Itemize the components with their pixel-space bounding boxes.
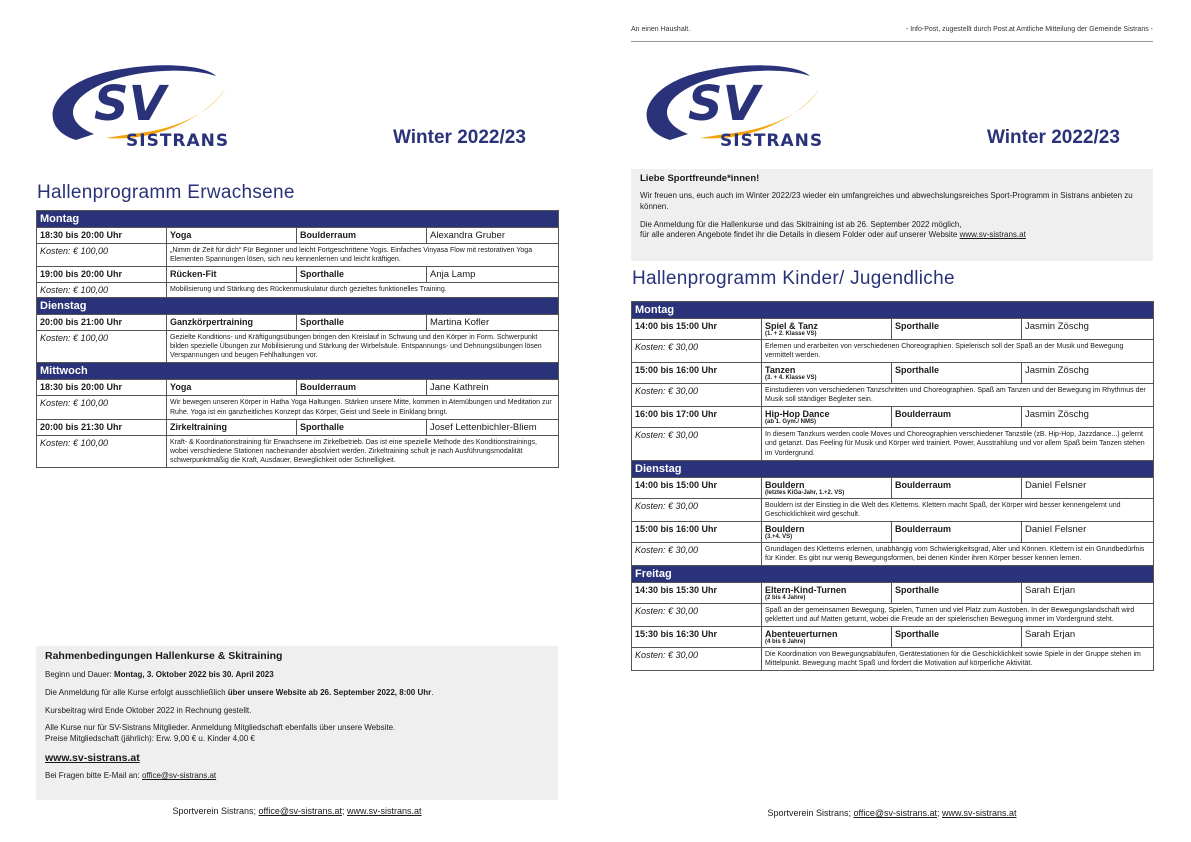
dates-line: Beginn und Dauer: Montag, 3. Oktober 2022 bis 30. April 2023 — [45, 670, 274, 679]
course-description: Mobilisierung und Stärkung des Rückenmuskulatur durch gezieltes funktionelles Training. — [167, 283, 559, 298]
course-name-cell — [762, 477, 892, 498]
sv-sistrans-logo — [36, 58, 236, 158]
email-link[interactable]: office@sv-sistrans.at — [141, 771, 217, 781]
course-trainer: Martina Kofler — [427, 315, 559, 331]
course-cost: Kosten: € 100,00 — [37, 283, 167, 298]
course-description: Spaß an der gemeinsamen Bewegung, Spielen, Turnen und viel Platz zum Austoben. In der Bewegungslandschaft wird geklettert und auf Matten geturnt, wobei die Freude an der spielerischen Bewegung immer im Vordergrund steht. — [762, 604, 1154, 627]
greeting-p3: für alle anderen Angebote findet ihr die Details in diesem Folder oder auf unserer Website www.sv-sistrans.at — [640, 230, 1026, 240]
course-row — [37, 315, 559, 331]
prices-line: Preise Mitgliedschaft (jährlich): Erw. 9,00 € u. Kinder 4,00 € — [45, 734, 255, 744]
course-location: Boulderraum — [297, 228, 427, 244]
course-detail-row — [632, 498, 1154, 521]
course-cost: Kosten: € 30,00 — [632, 498, 762, 521]
course-cost: Kosten: € 30,00 — [632, 384, 762, 407]
day-header: Mittwoch — [37, 363, 559, 380]
course-name-cell — [762, 363, 892, 384]
course-cost: Kosten: € 100,00 — [37, 396, 167, 419]
course-location: Sporthalle — [892, 319, 1022, 340]
course-time: 14:00 bis 15:00 Uhr — [632, 477, 762, 498]
course-location: Sporthalle — [892, 627, 1022, 648]
course-time: 15:30 bis 16:30 Uhr — [632, 627, 762, 648]
greeting-p2: Die Anmeldung für die Hallenkurse und das Skitraining ist ab 26. September 2022 möglich, — [640, 219, 962, 229]
course-location: Sporthalle — [892, 583, 1022, 604]
course-cost: Kosten: € 100,00 — [37, 435, 167, 467]
course-trainer: Anja Lamp — [427, 267, 559, 283]
conditions-box — [36, 646, 558, 800]
course-name: Ganzkörpertraining — [170, 317, 254, 328]
course-trainer: Jasmin Zöschg — [1022, 319, 1154, 340]
page-title: Hallenprogramm Kinder/ Jugendliche — [632, 268, 955, 289]
course-name: Tanzen — [765, 365, 796, 376]
page-title: Hallenprogramm Erwachsene — [37, 182, 295, 203]
logo-text: SISTRANS — [720, 131, 824, 151]
course-trainer: Daniel Felsner — [1022, 477, 1154, 498]
course-detail-row — [632, 604, 1154, 627]
course-audience: (3.+4. VS) — [765, 533, 793, 540]
greeting-p1: Wir freuen uns, euch auch im Winter 2022/23 wieder ein umfangreiches und abwechslungsreiches Sport-Programm in Sistrans anbieten zu können. — [640, 191, 1133, 211]
course-row — [632, 407, 1154, 428]
course-time: 19:00 bis 20:00 Uhr — [37, 267, 167, 283]
footer: Sportverein Sistrans; office@sv-sistrans.at; www.sv-sistrans.at — [767, 808, 1017, 818]
course-detail-row — [37, 331, 559, 363]
course-name: Bouldern — [765, 479, 805, 490]
course-description: Wir bewegen unseren Körper in Hatha Yoga Haltungen. Stärken unsere Mitte, kommen in Atemübungen und Meditation zur Ruhe. Yoga ist ein ganzheitliches Konzept das Körper, Geist und Seele in Einklang bringt. — [167, 396, 559, 419]
course-trainer: Alexandra Gruber — [427, 228, 559, 244]
course-audience: (4 bis 6 Jahre) — [765, 639, 806, 646]
course-trainer: Daniel Felsner — [1022, 521, 1154, 542]
course-cost: Kosten: € 30,00 — [632, 648, 762, 671]
course-time: 20:00 bis 21:30 Uhr — [37, 419, 167, 435]
course-location: Boulderraum — [892, 477, 1022, 498]
course-cost: Kosten: € 30,00 — [632, 542, 762, 565]
course-name-cell — [167, 315, 297, 331]
course-name-cell — [762, 319, 892, 340]
course-name-cell — [167, 267, 297, 283]
course-location: Sporthalle — [892, 363, 1022, 384]
adult-program-table — [36, 210, 559, 468]
course-name: Abenteuerturnen — [765, 629, 838, 640]
course-description: Grundlagen des Kletterns erlernen, unabhängig vom Schwierigkeitsgrad, Alter und Können. Klettern ist ein Grundbedürfnis für Kinder. Es gibt nur wenig Bewegungsformen, bei denen Kinder ihren Körper besser kennen lernen. — [762, 542, 1154, 565]
footer-email-link[interactable]: office@sv-sistrans.at — [853, 808, 937, 818]
greeting-website-link[interactable]: www.sv-sistrans.at — [959, 230, 1026, 240]
course-time: 18:30 bis 20:00 Uhr — [37, 228, 167, 244]
greeting-title: Liebe Sportfreunde*innen! — [640, 173, 760, 184]
course-name-cell — [167, 380, 297, 396]
course-name: Spiel & Tanz — [765, 321, 818, 331]
day-header: Freitag — [632, 566, 1154, 583]
course-time: 14:00 bis 15:00 Uhr — [632, 319, 762, 340]
invoice-line: Kursbeitrag wird Ende Oktober 2022 in Rechnung gestellt. — [45, 705, 252, 715]
course-audience: (2 bis 4 Jahre) — [765, 595, 806, 602]
course-description: Erlernen und erarbeiten von verschiedenen Choreographien. Spielerisch soll der Spaß an der Musik und Bewegung vermittelt werden. — [762, 340, 1154, 363]
course-location: Sporthalle — [297, 315, 427, 331]
course-location: Sporthalle — [297, 267, 427, 283]
course-name-cell — [167, 419, 297, 435]
course-audience: (letztes KiGa-Jahr, 1.+2. VS) — [765, 489, 845, 496]
course-description: Kraft- & Koordinationstraining für Erwachsene im Zirkelbetrieb. Das ist eine spezielle Methode des Konditionstrainings, wobei verschiedene Stationen nacheinander absolviert werden. Zirkeltraining schult je nach Ausführungsmodalität schwerpunktmäßig die Kraft, Ausdauer, Beweglichkeit oder Schnelligkeit. — [167, 435, 559, 467]
course-name-cell — [167, 228, 297, 244]
course-trainer: Josef Lettenbichler-Bliem — [427, 419, 559, 435]
course-trainer: Jasmin Zöschg — [1022, 363, 1154, 384]
course-cost: Kosten: € 30,00 — [632, 340, 762, 363]
course-detail-row — [632, 340, 1154, 363]
course-detail-row — [37, 396, 559, 419]
footer: Sportverein Sistrans; office@sv-sistrans.at; www.sv-sistrans.at — [172, 806, 422, 816]
website-link[interactable]: www.sv-sistrans.at — [45, 751, 140, 764]
conditions-title: Rahmenbedingungen Hallenkurse & Skitraining — [45, 650, 283, 662]
course-audience: (ab 1. Gym./ NMS) — [765, 419, 817, 426]
footer-email-link[interactable]: office@sv-sistrans.at — [258, 806, 342, 816]
course-detail-row — [632, 648, 1154, 671]
course-location: Sporthalle — [297, 419, 427, 435]
kids-program-table — [631, 301, 1154, 671]
course-name-cell — [762, 627, 892, 648]
day-header: Dienstag — [632, 460, 1154, 477]
members-line: Alle Kurse nur für SV-Sistrans Mitglieder. Anmeldung Mitgliedschaft ebenfalls über unsere Website. — [45, 723, 396, 733]
course-name: Yoga — [170, 382, 192, 393]
course-row — [37, 419, 559, 435]
course-row — [632, 627, 1154, 648]
season-title: Winter 2022/23 — [987, 127, 1120, 148]
course-detail-row — [632, 384, 1154, 407]
course-cost: Kosten: € 30,00 — [632, 428, 762, 460]
right-page — [596, 0, 1191, 842]
household-note: An einen Haushalt. — [631, 26, 691, 33]
course-row — [632, 319, 1154, 340]
greeting-box — [631, 169, 1153, 261]
course-detail-row — [632, 542, 1154, 565]
course-cost: Kosten: € 100,00 — [37, 244, 167, 267]
course-time: 15:00 bis 16:00 Uhr — [632, 363, 762, 384]
email-line: Bei Fragen bitte E-Mail an: office@sv-sistrans.at — [45, 771, 217, 781]
course-description: Gezielte Konditions- und Kräftigungsübungen bringen den Kreislauf in Schwung und den Körper in Form. Schwerpunkt bilden spezielle Übungen zur Mobilisierung und Stärkung der Wirbelsäule. Entspannungs- und Dehnungsübungen lösen Verspannungen und beugen Fehlhaltungen vor. — [167, 331, 559, 363]
course-description: Einstudieren von verschiedenen Tanzschritten und Choreographien. Spaß am Tanzen und der Bewegung im Rhythmus der Musik soll ständiger Begleiter sein. — [762, 384, 1154, 407]
course-row — [632, 363, 1154, 384]
course-detail-row — [37, 435, 559, 467]
course-description: Die Koordination von Bewegungsabläufen, Gerätestationen für die Geschicklichkeit sowie Spiele in der Gruppe stehen im Mittelpunkt. Bewegung macht Spaß und fördert die Motivation auf körperliche Aktivität. — [762, 648, 1154, 671]
course-row — [632, 477, 1154, 498]
day-header: Montag — [632, 302, 1154, 319]
course-location: Boulderraum — [892, 521, 1022, 542]
course-trainer: Sarah Erjan — [1022, 583, 1154, 604]
sv-sistrans-logo — [630, 58, 830, 158]
course-name: Zirkeltraining — [170, 421, 228, 432]
course-name: Hip-Hop Dance — [765, 409, 830, 420]
course-location: Boulderraum — [297, 380, 427, 396]
course-time: 18:30 bis 20:00 Uhr — [37, 380, 167, 396]
course-detail-row — [632, 428, 1154, 460]
left-page — [0, 0, 595, 842]
footer-website-link[interactable]: www.sv-sistrans.at — [942, 808, 1017, 818]
course-time: 14:30 bis 15:30 Uhr — [632, 583, 762, 604]
course-description: „Nimm dir Zeit für dich“ Für Beginner und leicht Fortgeschrittene Yogis. Einfaches Vinyasa Flow mit restorativen Yoga Elementen Spannungen lösen, sich neu kennenlernen und leicht kräftigen. — [167, 244, 559, 267]
course-row — [632, 521, 1154, 542]
course-description: Bouldern ist der Einstieg in die Welt des Kletterns. Klettern macht Spaß, der Körper wird besser kennengelernt und Geschicklichkeit wird geschult. — [762, 498, 1154, 521]
footer-website-link[interactable]: www.sv-sistrans.at — [347, 806, 422, 816]
registration-line: Die Anmeldung für alle Kurse erfolgt ausschließlich über unsere Website ab 26. September 2022, 8:00 Uhr. — [45, 687, 434, 697]
postal-note: - Info-Post, zugestellt durch Post.at Amtliche Mitteilung der Gemeinde Sistrans - — [905, 26, 1153, 33]
top-divider — [631, 41, 1153, 42]
course-trainer: Jasmin Zöschg — [1022, 407, 1154, 428]
course-location: Boulderraum — [892, 407, 1022, 428]
course-name: Yoga — [170, 230, 192, 240]
course-row — [37, 267, 559, 283]
course-time: 16:00 bis 17:00 Uhr — [632, 407, 762, 428]
course-name: Eltern-Kind-Turnen — [765, 585, 847, 596]
course-name-cell — [762, 521, 892, 542]
course-trainer: Jane Kathrein — [427, 380, 559, 396]
course-trainer: Sarah Erjan — [1022, 627, 1154, 648]
course-row — [632, 583, 1154, 604]
logo-mark: SV — [688, 76, 760, 132]
course-audience: (3. + 4. Klasse VS) — [765, 375, 817, 382]
course-name-cell — [762, 583, 892, 604]
course-name: Bouldern — [765, 523, 805, 534]
course-time: 20:00 bis 21:00 Uhr — [37, 315, 167, 331]
course-row — [37, 228, 559, 244]
course-time: 15:00 bis 16:00 Uhr — [632, 521, 762, 542]
day-header: Dienstag — [37, 298, 559, 315]
course-cost: Kosten: € 30,00 — [632, 604, 762, 627]
course-detail-row — [37, 244, 559, 267]
course-name-cell — [762, 407, 892, 428]
course-description: In diesem Tanzkurs werden coole Moves und Choreographien verschiedener Tanzstile (zB. Hip-Hop, Jazzdance...) gelernt und getanzt. Das Feeling für Musik und Körper wird trainiert. Power, Ausstrahlung und vor allem Spaß beim Tanzen stehen im Vordergrund. — [762, 428, 1154, 460]
day-header: Montag — [37, 211, 559, 228]
course-row — [37, 380, 559, 396]
course-cost: Kosten: € 100,00 — [37, 331, 167, 363]
course-detail-row — [37, 283, 559, 298]
course-name: Rücken-Fit — [170, 269, 217, 280]
course-audience: (1. + 2. Klasse VS) — [765, 331, 817, 337]
logo-mark: SV — [94, 76, 166, 132]
logo-text: SISTRANS — [126, 131, 230, 151]
season-title: Winter 2022/23 — [393, 127, 526, 148]
